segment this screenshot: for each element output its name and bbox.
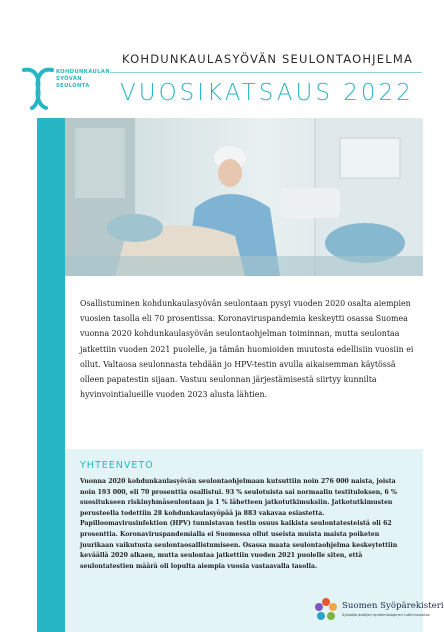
accent-bar xyxy=(37,118,65,632)
program-title: KOHDUNKAULASYÖVÄN SEULONTAOHJELMA xyxy=(122,52,414,66)
logo-line-1: KOHDUNKAULAN xyxy=(56,69,110,75)
cancer-registry-logo xyxy=(313,597,339,623)
lead-paragraph: Osallistuminen kohdunkaulasyövän seulontaan pysyi vuoden 2020 osalta aiempien vuosien tasolla eli 70 prosentissa. Koronaviruspandemia keskeytti osassa Suomea vuonna 2020 kohdunkaulasyövän seulontaohjelman toiminnan, mutta seulontaa jatkettiin vuoden 2021 puolelle, ja tämän huomioiden muutosta edellisiin vuosiin ei ollut. Valtaosa seulonnasta tehdään jo HPV-testin avulla aikaisemman käytössä olleen papatestin sijaan. Vastuu seulonnan järjestämisestä siirtyy kunnilta hyvinvointialueille vuoden 2023 alusta lähtien. xyxy=(80,299,414,400)
clinic-scene-image xyxy=(65,118,423,276)
summary-text: Vuonna 2020 kohdunkaulasyövän seulontaohjelmaan kutsuttiin noin 276 000 naista, joista noin 193 000, eli 70 prosenttia osallistui. 93 % seulotuista sai normaalin testituloksen, 6 % suositukseen riskinyhmäseulontaan ja 1 % lähetteen jatkotutkimuksiin. Jatkotutkimusten perusteella todettiin 28 kohdunkaulasyöpää ja 883 vakavaa esiastetta. Papilloomavirusinfektion (HPV) tunnistavan testin osuus kaikista seulontatesteistä oli 62 prosenttia. Koronaviruspandemialla ei Suomessa ollut useista muista maista poiketen juurikaan vaikutusta seulontaosallistumiseen. Osassa maata seulontaohjelma keskeytettiin keväällä 2020 alkaen, mutta seulontaa jatkettiin vuoden 2021 puolelle siten, että seulontatestien määrä oli lopulta aiempia vuosia vastaavalla tasolla. xyxy=(80,478,398,570)
organization-tagline: Syöpäjärjestöjen epidemiologinen tutkimuslaitos xyxy=(342,613,430,617)
logo-line-3: SEULONTA xyxy=(56,83,90,89)
summary-heading: YHTEENVETO xyxy=(80,460,154,471)
cover-photo xyxy=(65,118,423,276)
page-title: VUOSIKATSAUS 2022 xyxy=(120,80,414,106)
logo-text xyxy=(56,69,110,90)
logo-line-2: SYÖVÄN xyxy=(56,76,82,82)
header-divider xyxy=(110,72,422,73)
organization-name: Suomen Syöpärekisteri xyxy=(342,601,444,611)
